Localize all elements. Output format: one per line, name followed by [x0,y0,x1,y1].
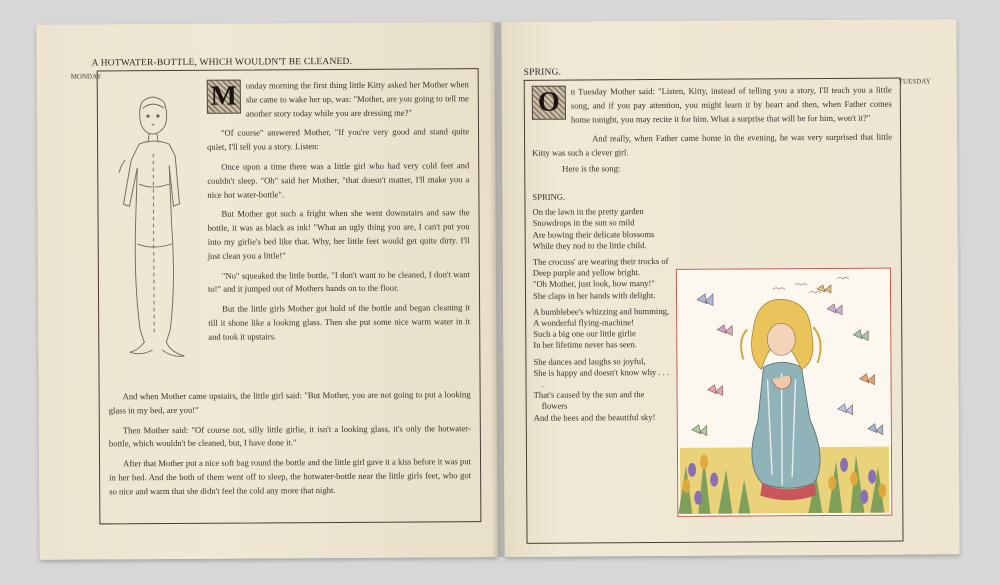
song-line: A bumblebee's whizzing and humming, [533,305,670,317]
girl-sketch-illustration [109,94,199,375]
song-line: Deep purple and yellow bright. [532,267,641,279]
song-line: She claps in her hands with delight. [532,289,656,301]
dropcap-o-ornament: O [532,86,566,120]
left-day-label: MONDAY [70,72,102,81]
left-story-text [207,78,471,350]
intro-paragraph: Here is the song: [562,163,621,174]
left-story-text-bottom [109,388,472,505]
story-paragraph: "No" squeaked the little bottle, "I don't want to be cleaned, I don't want to!" and it jumped out of Mothers hands on to the floor. [207,268,470,295]
song-line: She is happy and doesn't know why . . . . [533,366,670,389]
right-page-title: SPRING. [523,67,562,78]
song-line: And the bees and the beautiful sky! [533,411,656,423]
song-line: That's caused by the sun and the flowers [533,389,645,412]
song-stanza [533,256,671,302]
song-line: "Oh Mother, just look, how many!" [532,278,655,290]
song-line: She dances and laughs so joyful, [533,355,646,367]
song-stanza [532,206,670,252]
song-stanza [533,356,671,424]
intro-paragraph: And really, when Father came home in the evening, he was very surprised that little Kitty was such a clever girl. [532,131,893,158]
left-page-title: A HOTWATER-BOTTLE, WHICH WOULDN'T BE CLEANED. [91,56,353,69]
song-line: Such a big one our little girlie [533,328,636,340]
song-title: SPRING. [532,191,566,202]
intro-paragraph: O n Tuesday Mother said: "Listen, Kitty, instead of telling you a story, I'll teach you a little song, and if you pay attention, you might learn it by heart and then, when Father comes home tonight, you may recite it for him. What a surprise that will be for him, won't it?" [532,84,892,128]
song-line: Snowdrops in the sun so mild [532,217,635,229]
story-paragraph: After that Mother put a nice soft bag round the bottle and the little girl gave it a kiss before it was put in her bed. And the both of them went off to sleep, the hotwater-bottle near the little girls feet, who got so nice and warm that she didn't feel the cold any more that night. [109,456,472,497]
song-line: A wonderful flying-machine! [533,317,634,328]
right-page [501,19,959,557]
right-intro-text [532,84,893,183]
song-stanza [533,306,671,352]
story-paragraph: "Of course" answered Mother, "If you're very good and stand quite quiet, I'll tell you a story. Listen: [207,126,470,152]
song-line: In her lifetime never has seen. [533,339,637,351]
story-paragraph: But the little girls Mother got hold of the bottle and began cleaning it till it shone like a looking glass. Then she put some nice warm water in it and took it upstairs. [208,302,471,342]
right-day-label: TUESDAY [898,77,931,86]
song-line: While they nod to the little child. [532,239,647,251]
story-paragraph: Once upon a time there was a little girl who had very cold feet and couldn't sleep. "Oh" said her Mother, "that doesn't matter, I'll make you a nice hot water-bottle". [207,160,470,200]
story-paragraph: But Mother got such a fright when she went downstairs and saw the bottle, it was as black as ink! "What an ugly thing you are, I can't put you into my girlie's bed like that. Why, her little feet would get quite dirty. I'll just clean you a little!" [207,207,470,261]
song-column [532,191,671,429]
song-line: On the lawn in the pretty garden [532,206,644,217]
song-line: The crocuss' are wearing their trocks of [532,255,669,267]
girl-with-butterflies-illustration [677,269,891,516]
story-paragraph: M onday morning the first thing little Kitty asked her Mother when she came to wake her up, was: "Mother, are you going to tell me another story today while you are dressing me?" [207,78,469,121]
story-paragraph: And when Mother came upstairs, the little girl said: "But Mother, you are not going to put a looking glass in my bed, are you!" [108,389,471,416]
story-paragraph: Then Mother said: "Of course not, silly little girlie, it isn't a looking glass, it's only the hotwater-bottle, which wouldn't be cleaned, but, I have done it." [108,422,471,449]
dropcap-m-ornament: M [207,80,241,114]
song-line: Are bowing their delicate blossoms [532,228,655,240]
spring-illustration-frame [676,268,893,517]
left-page [36,22,497,560]
open-book [36,19,959,565]
